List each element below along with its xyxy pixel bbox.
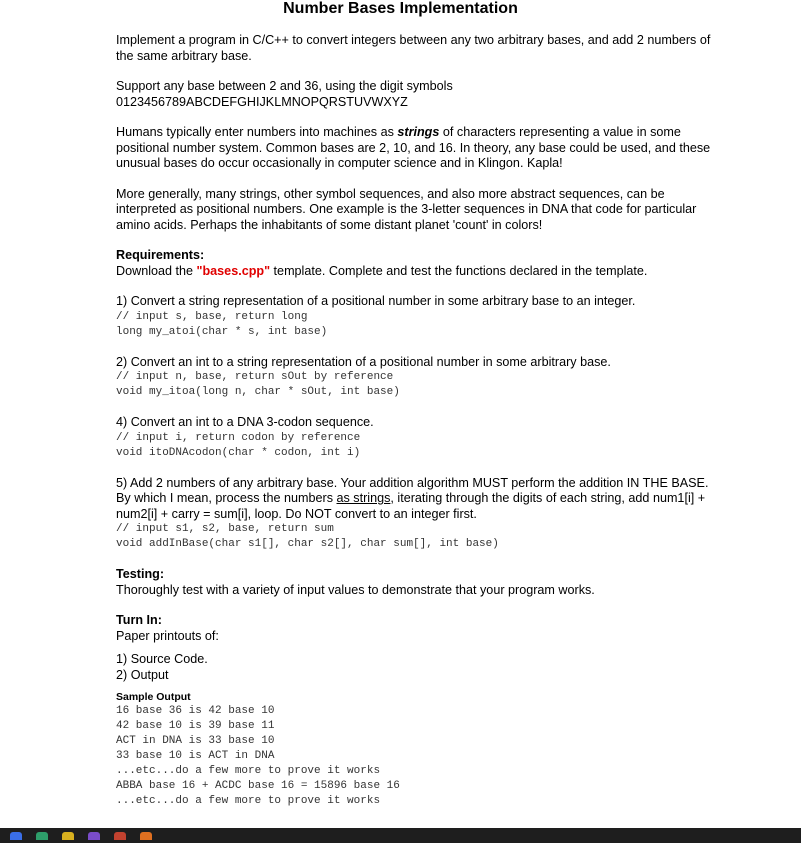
sample-output-heading: Sample Output [116,691,191,703]
requirement-item-2 [116,355,716,401]
turnin-text: Paper printouts of: [116,628,219,643]
turnin-heading: Turn In: [116,613,162,627]
requirement-desc: 4) Convert an int to a DNA 3-codon sequence. [116,415,374,429]
turnin-item: 2) Output [116,667,169,682]
document-body [116,33,716,809]
taskbar-app-icon[interactable] [88,832,100,840]
requirement-desc: 1) Convert a string representation of a positional number in some arbitrary base to an integer. [116,294,636,308]
page-title: Number Bases Implementation [283,0,518,17]
sample-line: 42 base 10 is 39 base 11 [116,720,275,732]
requirement-item-5 [116,476,716,553]
intro-paragraph-3: Humans typically enter numbers into machines as strings of characters representing a value in some positional number system. Common bases are 2, 10, and 16. In theory, any base could be used, and these unusual bases do occur occasionally in computer science and in Klingon. Kapla! [116,125,711,170]
sample-line: ABBA base 16 + ACDC base 16 = 15896 base 16 [116,780,400,792]
code-comment: // input n, base, return sOut by reference [116,371,394,383]
sample-line: ...etc...do a few more to prove it works [116,795,381,807]
taskbar-app-icon[interactable] [140,832,152,840]
sample-line: 16 base 36 is 42 base 10 [116,705,275,717]
code-signature: void itoDNAcodon(char * codon, int i) [116,446,361,459]
sample-line: ACT in DNA is 33 base 10 [116,735,275,747]
template-filename: "bases.cpp" [196,263,271,278]
code-comment: // input i, return codon by reference [116,431,361,444]
requirement-desc: 2) Convert an int to a string representation of a positional number in some arbitrary base. [116,354,611,369]
taskbar-app-icon[interactable] [36,832,48,840]
requirement-item-1 [116,294,716,340]
taskbar-app-icon[interactable] [62,832,74,840]
taskbar-app-icon[interactable] [10,832,22,840]
intro-paragraph-1: Implement a program in C/C++ to convert integers between any two arbitrary bases, and add 2 numbers of the same arbitrary base. [116,33,711,63]
taskbar [0,828,801,843]
base-range-text: Support any base between 2 and 36, using the digit symbols [116,79,453,93]
requirement-item-4 [116,415,716,461]
code-signature: void my_itoa(long n, char * sOut, int base) [116,386,400,398]
sample-line: ...etc...do a few more to prove it works [116,765,381,777]
strings-emphasis: strings [397,125,440,139]
requirements-heading: Requirements: [116,248,205,262]
intro-paragraph-4: More generally, many strings, other symbol sequences, and also more abstract sequences, can be interpreted as positional numbers. One example is the 3-letter sequences in DNA that code for particular amino acids. Perhaps the inhabitants of some distant planet 'count' in colors! [116,186,697,232]
digit-symbols: 0123456789ABCDEFGHIJKLMNOPQRSTUVWXYZ [116,94,408,109]
code-comment: // input s, base, return long [116,310,308,323]
code-comment: // input s1, s2, base, return sum [116,523,334,535]
sample-line: 33 base 10 is ACT in DNA [116,750,275,762]
requirement-desc: 5) Add 2 numbers of any arbitrary base. Your addition algorithm MUST perform the addition IN THE BASE. By which I mean, process the numbers as strings, iterating through the digits of each string, add num1[i] + num2[i] + carry = sum[i], loop. Do NOT convert to an integer first. [116,475,709,521]
intro-paragraph-2 [116,79,716,110]
testing-heading: Testing: [116,567,165,581]
code-signature: void addInBase(char s1[], char s2[], char sum[], int base) [116,538,499,550]
testing-text: Thoroughly test with a variety of input values to demonstrate that your program works. [116,582,595,597]
as-strings-underline: as strings [336,491,391,505]
download-instruction: Download the "bases.cpp" template. Complete and test the functions declared in the template. [116,263,648,278]
turnin-item: 1) Source Code. [116,652,208,666]
taskbar-app-icon[interactable] [114,832,126,840]
code-signature: long my_atoi(char * s, int base) [116,325,328,338]
